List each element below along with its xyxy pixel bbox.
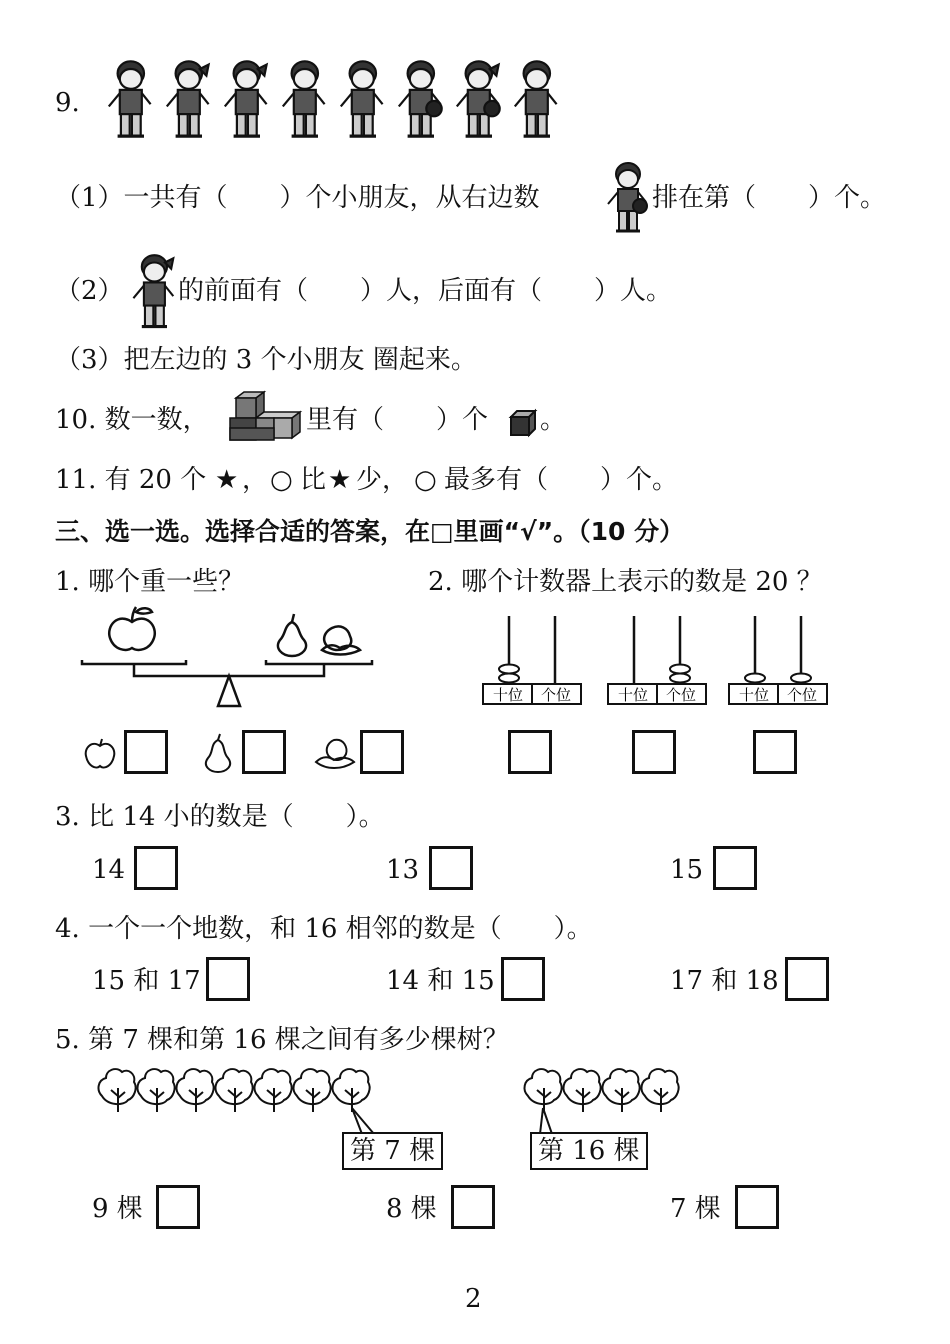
q11-text-d: 少，	[356, 465, 409, 495]
abacus-tens-label: 十位	[617, 686, 649, 704]
abacus-ones-label: 个位	[665, 686, 697, 704]
s3-q4-option-2: 14 和 15	[386, 966, 495, 996]
answer-box-q5-3[interactable]	[735, 1185, 779, 1229]
q9-sub2-label: （2）	[55, 276, 124, 306]
s3-q5-option-1: 9 棵	[92, 1194, 143, 1224]
section3-heading: 三、选一选。选择合适的答案，在□里画“√”。（10 分）	[55, 517, 685, 546]
abacus-tens-label: 十位	[738, 686, 770, 704]
s3-q3-text: 3. 比 14 小的数是（ ）。	[55, 802, 385, 832]
s3-q5-text: 5. 第 7 棵和第 16 棵之间有多少棵树？	[55, 1025, 509, 1055]
q9-sub1-text-a: （1）一共有（ ）个小朋友，从右边数	[55, 183, 540, 213]
abacus-ones-label: 个位	[540, 686, 572, 704]
q9-sub2-text: 的前面有（ ）人，后面有（ ）人。	[178, 276, 673, 306]
q11-text-b: ，	[242, 465, 269, 495]
s3-q4-option-3: 17 和 18	[670, 966, 779, 996]
s3-q4-text: 4. 一个一个地数，和 16 相邻的数是（ ）。	[55, 914, 593, 944]
s3-q3-option-3: 15	[670, 855, 704, 885]
q11-text-c: 比	[300, 465, 327, 495]
s3-q3-option-2: 13	[386, 855, 420, 885]
answer-box-q5-1[interactable]	[156, 1185, 200, 1229]
q9-sub3-text: （3）把左边的 3 个小朋友 圈起来。	[55, 345, 477, 375]
q10-text-a: 10. 数一数，	[55, 405, 209, 435]
circle-icon: ○	[270, 465, 293, 495]
q10-text-b: 里有（ ）个	[306, 405, 489, 435]
q9-number: 9.	[55, 88, 80, 118]
s3-q5-option-3: 7 棵	[670, 1194, 721, 1224]
tree-label-7: 第 7 棵	[342, 1132, 443, 1170]
s3-q4-option-1: 15 和 17	[92, 966, 201, 996]
q10-text-c: 。	[540, 405, 567, 435]
q11-text-a: 11. 有 20 个	[55, 465, 207, 495]
s3-q1-text: 1. 哪个重一些？	[55, 567, 245, 597]
s3-q3-option-1: 14	[92, 855, 126, 885]
abacus-tens-label: 十位	[492, 686, 524, 704]
circle-icon: ○	[414, 465, 437, 495]
s3-q5-option-2: 8 棵	[386, 1194, 437, 1224]
q9-sub1-text-b: 排在第（ ）个。	[652, 183, 887, 213]
q11-text-e: 最多有（ ）个。	[444, 465, 679, 495]
star-icon: ★	[328, 465, 352, 495]
s3-q2-text: 2. 哪个计数器上表示的数是 20 ？	[428, 567, 823, 597]
tree-label-16: 第 16 棵	[530, 1132, 648, 1170]
abacus-ones-label: 个位	[786, 686, 818, 704]
page-number: 2	[465, 1284, 482, 1314]
answer-box-q5-2[interactable]	[451, 1185, 495, 1229]
star-icon: ★	[215, 465, 239, 495]
